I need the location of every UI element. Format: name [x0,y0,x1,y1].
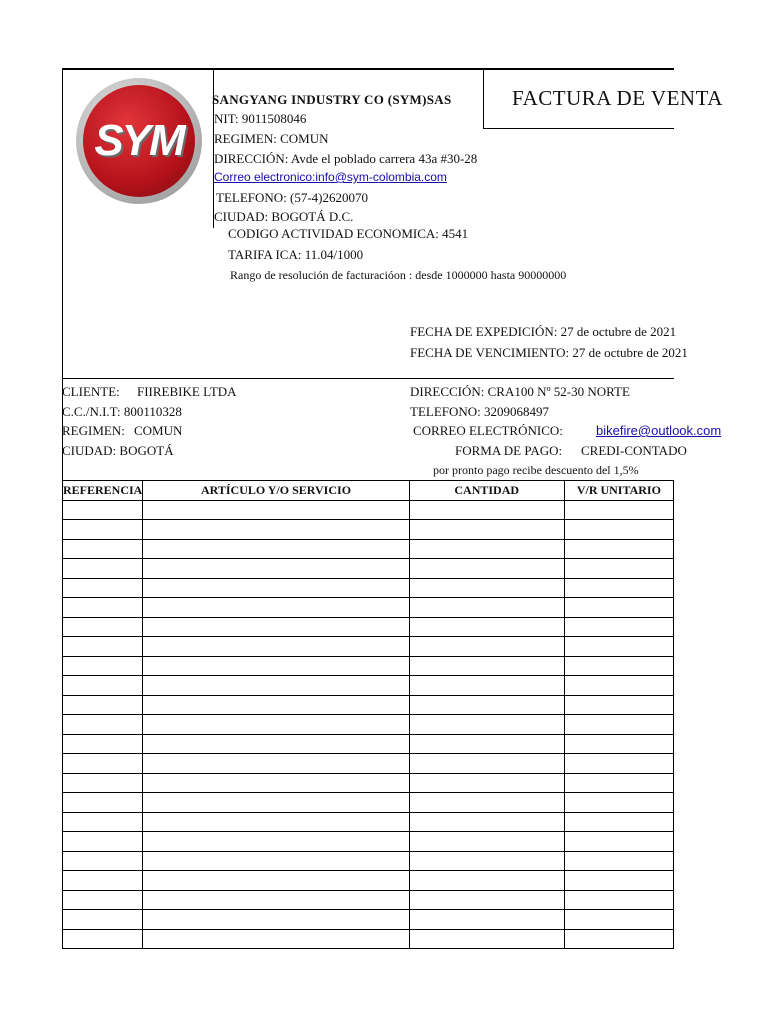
table-row [63,754,674,774]
cliente-value: FIIREBIKE LTDA [137,384,237,399]
cell-articulo[interactable] [143,851,409,871]
table-row [63,500,674,520]
cliente-direccion: DIRECCIÓN: CRA100 Nº 52-30 NORTE [410,384,630,399]
table-row [63,598,674,618]
cliente-ciudad: CIUDAD: BOGOTÁ [62,443,174,458]
cell-cantidad[interactable] [409,656,564,676]
cell-cantidad[interactable] [409,617,564,637]
cell-vr-unitario[interactable] [564,715,673,735]
cell-articulo[interactable] [143,617,409,637]
table-row [63,812,674,832]
company-actividad: CODIGO ACTIVIDAD ECONOMICA: 4541 [228,226,469,241]
cell-cantidad[interactable] [409,734,564,754]
table-row [63,520,674,540]
cell-referencia[interactable] [63,890,143,910]
cell-vr-unitario[interactable] [564,832,673,852]
cell-articulo[interactable] [143,871,409,891]
cliente-telefono: TELEFONO: 3209068497 [410,404,550,419]
cell-referencia[interactable] [63,754,143,774]
cell-articulo[interactable] [143,812,409,832]
cell-referencia[interactable] [63,520,143,540]
table-row [63,929,674,949]
logo-text: SYM [94,116,184,165]
table-row [63,617,674,637]
cell-vr-unitario[interactable] [564,773,673,793]
cell-cantidad[interactable] [409,520,564,540]
fecha-expedicion: FECHA DE EXPEDICIÓN: 27 de octubre de 2021 [410,324,677,339]
table-row [63,637,674,657]
cell-articulo[interactable] [143,539,409,559]
cell-referencia[interactable] [63,910,143,930]
cell-vr-unitario[interactable] [564,578,673,598]
cell-referencia[interactable] [63,773,143,793]
table-row [63,656,674,676]
cell-articulo[interactable] [143,637,409,657]
table-row [63,910,674,930]
cell-referencia[interactable] [63,715,143,735]
table-row [63,695,674,715]
table-row [63,773,674,793]
header-articulo: ARTÍCULO Y/O SERVICIO [143,481,409,501]
cell-cantidad[interactable] [409,890,564,910]
cell-referencia[interactable] [63,598,143,618]
header-cantidad: CANTIDAD [409,481,564,501]
cell-referencia[interactable] [63,578,143,598]
cell-cantidad[interactable] [409,578,564,598]
company-direccion: DIRECCIÓN: Avde el poblado carrera 43a #30-28 [214,151,478,166]
cell-articulo[interactable] [143,773,409,793]
cell-articulo[interactable] [143,559,409,579]
cell-articulo[interactable] [143,734,409,754]
cell-cantidad[interactable] [409,676,564,696]
invoice-sheet [62,68,723,946]
table-row [63,793,674,813]
cell-cantidad[interactable] [409,754,564,774]
company-rango: Rango de resolución de facturacióon : desde 1000000 hasta 90000000 [230,268,567,282]
cell-articulo[interactable] [143,695,409,715]
header-vr-unitario: V/R UNITARIO [564,481,673,501]
table-row [63,832,674,852]
table-row [63,734,674,754]
cell-vr-unitario[interactable] [564,812,673,832]
cell-referencia[interactable] [63,929,143,949]
cell-referencia[interactable] [63,656,143,676]
cliente-email-link[interactable]: bikefire@outlook.com [596,423,722,438]
cell-vr-unitario[interactable] [564,871,673,891]
table-row [63,539,674,559]
company-tarifa: TARIFA ICA: 11.04/1000 [228,247,364,262]
cell-cantidad[interactable] [409,910,564,930]
cell-referencia[interactable] [63,793,143,813]
cell-cantidad[interactable] [409,695,564,715]
table-header-row [63,481,674,501]
cell-referencia[interactable] [63,676,143,696]
cliente-regimen-value: COMUN [134,423,183,438]
cell-articulo[interactable] [143,520,409,540]
company-email-link[interactable]: Correo electronico:info@sym-colombia.com [214,170,447,184]
cell-cantidad[interactable] [409,500,564,520]
cell-vr-unitario[interactable] [564,656,673,676]
cell-referencia[interactable] [63,871,143,891]
cell-referencia[interactable] [63,851,143,871]
cell-vr-unitario[interactable] [564,910,673,930]
cell-referencia[interactable] [63,539,143,559]
cliente-label: CLIENTE: [62,384,120,399]
cell-referencia[interactable] [63,695,143,715]
cell-referencia[interactable] [63,812,143,832]
descuento-note: por pronto pago recibe descuento del 1,5% [433,463,639,477]
cell-articulo[interactable] [143,793,409,813]
cell-vr-unitario[interactable] [564,851,673,871]
company-telefono: TELEFONO: (57-4)2620070 [216,190,369,205]
forma-pago-label: FORMA DE PAGO: [455,443,563,458]
cell-articulo[interactable] [143,929,409,949]
company-ciudad: CIUDAD: BOGOTÁ D.C. [214,209,354,224]
table-row [63,559,674,579]
cell-vr-unitario[interactable] [564,637,673,657]
cell-articulo[interactable] [143,578,409,598]
cell-referencia[interactable] [63,617,143,637]
cell-articulo[interactable] [143,676,409,696]
cell-cantidad[interactable] [409,598,564,618]
cell-cantidad[interactable] [409,637,564,657]
cell-articulo[interactable] [143,754,409,774]
cliente-nit: C.C./N.I.T: 800110328 [62,404,182,419]
table-row [63,676,674,696]
items-table [62,480,674,949]
cell-cantidad[interactable] [409,793,564,813]
cell-vr-unitario[interactable] [564,793,673,813]
top-border [62,68,674,70]
sym-logo [76,78,202,204]
company-nit: NIT: 9011508046 [214,111,307,126]
cell-referencia[interactable] [63,832,143,852]
table-row [63,715,674,735]
table-body [63,500,674,949]
fecha-vencimiento: FECHA DE VENCIMIENTO: 27 de octubre de 2021 [410,345,688,360]
cell-articulo[interactable] [143,500,409,520]
company-regimen: REGIMEN: COMUN [214,131,329,146]
cell-vr-unitario[interactable] [564,890,673,910]
cell-articulo[interactable] [143,832,409,852]
company-name: SANGYANG INDUSTRY CO (SYM)SAS [212,92,452,107]
cell-articulo[interactable] [143,910,409,930]
cell-vr-unitario[interactable] [564,676,673,696]
header-referencia: REFERENCIA [63,481,143,501]
cell-cantidad[interactable] [409,871,564,891]
cell-referencia[interactable] [63,500,143,520]
cell-cantidad[interactable] [409,851,564,871]
cell-cantidad[interactable] [409,559,564,579]
cell-articulo[interactable] [143,890,409,910]
cell-articulo[interactable] [143,715,409,735]
cell-cantidad[interactable] [409,832,564,852]
cell-vr-unitario[interactable] [564,598,673,618]
table-row [63,851,674,871]
cell-cantidad[interactable] [409,929,564,949]
cell-cantidad[interactable] [409,773,564,793]
client-section-top-border [62,378,674,379]
title-box-left-border [483,68,484,128]
table-row [63,578,674,598]
cell-cantidad[interactable] [409,715,564,735]
cell-cantidad[interactable] [409,812,564,832]
cell-articulo[interactable] [143,656,409,676]
cell-vr-unitario[interactable] [564,695,673,715]
cell-articulo[interactable] [143,598,409,618]
forma-pago-value: CREDI-CONTADO [581,443,687,458]
correo-label: CORREO ELECTRÓNICO: [413,423,563,438]
cell-vr-unitario[interactable] [564,617,673,637]
cell-vr-unitario[interactable] [564,500,673,520]
cell-vr-unitario[interactable] [564,929,673,949]
cell-vr-unitario[interactable] [564,754,673,774]
table-row [63,890,674,910]
cliente-regimen-label: REGIMEN: [62,423,125,438]
invoice-title: FACTURA DE VENTA [512,86,723,110]
cell-cantidad[interactable] [409,539,564,559]
cell-vr-unitario[interactable] [564,734,673,754]
cell-vr-unitario[interactable] [564,559,673,579]
cell-referencia[interactable] [63,637,143,657]
table-row [63,871,674,891]
cell-vr-unitario[interactable] [564,539,673,559]
cell-referencia[interactable] [63,734,143,754]
title-box-bottom-border [483,128,674,129]
cell-vr-unitario[interactable] [564,520,673,540]
cell-referencia[interactable] [63,559,143,579]
